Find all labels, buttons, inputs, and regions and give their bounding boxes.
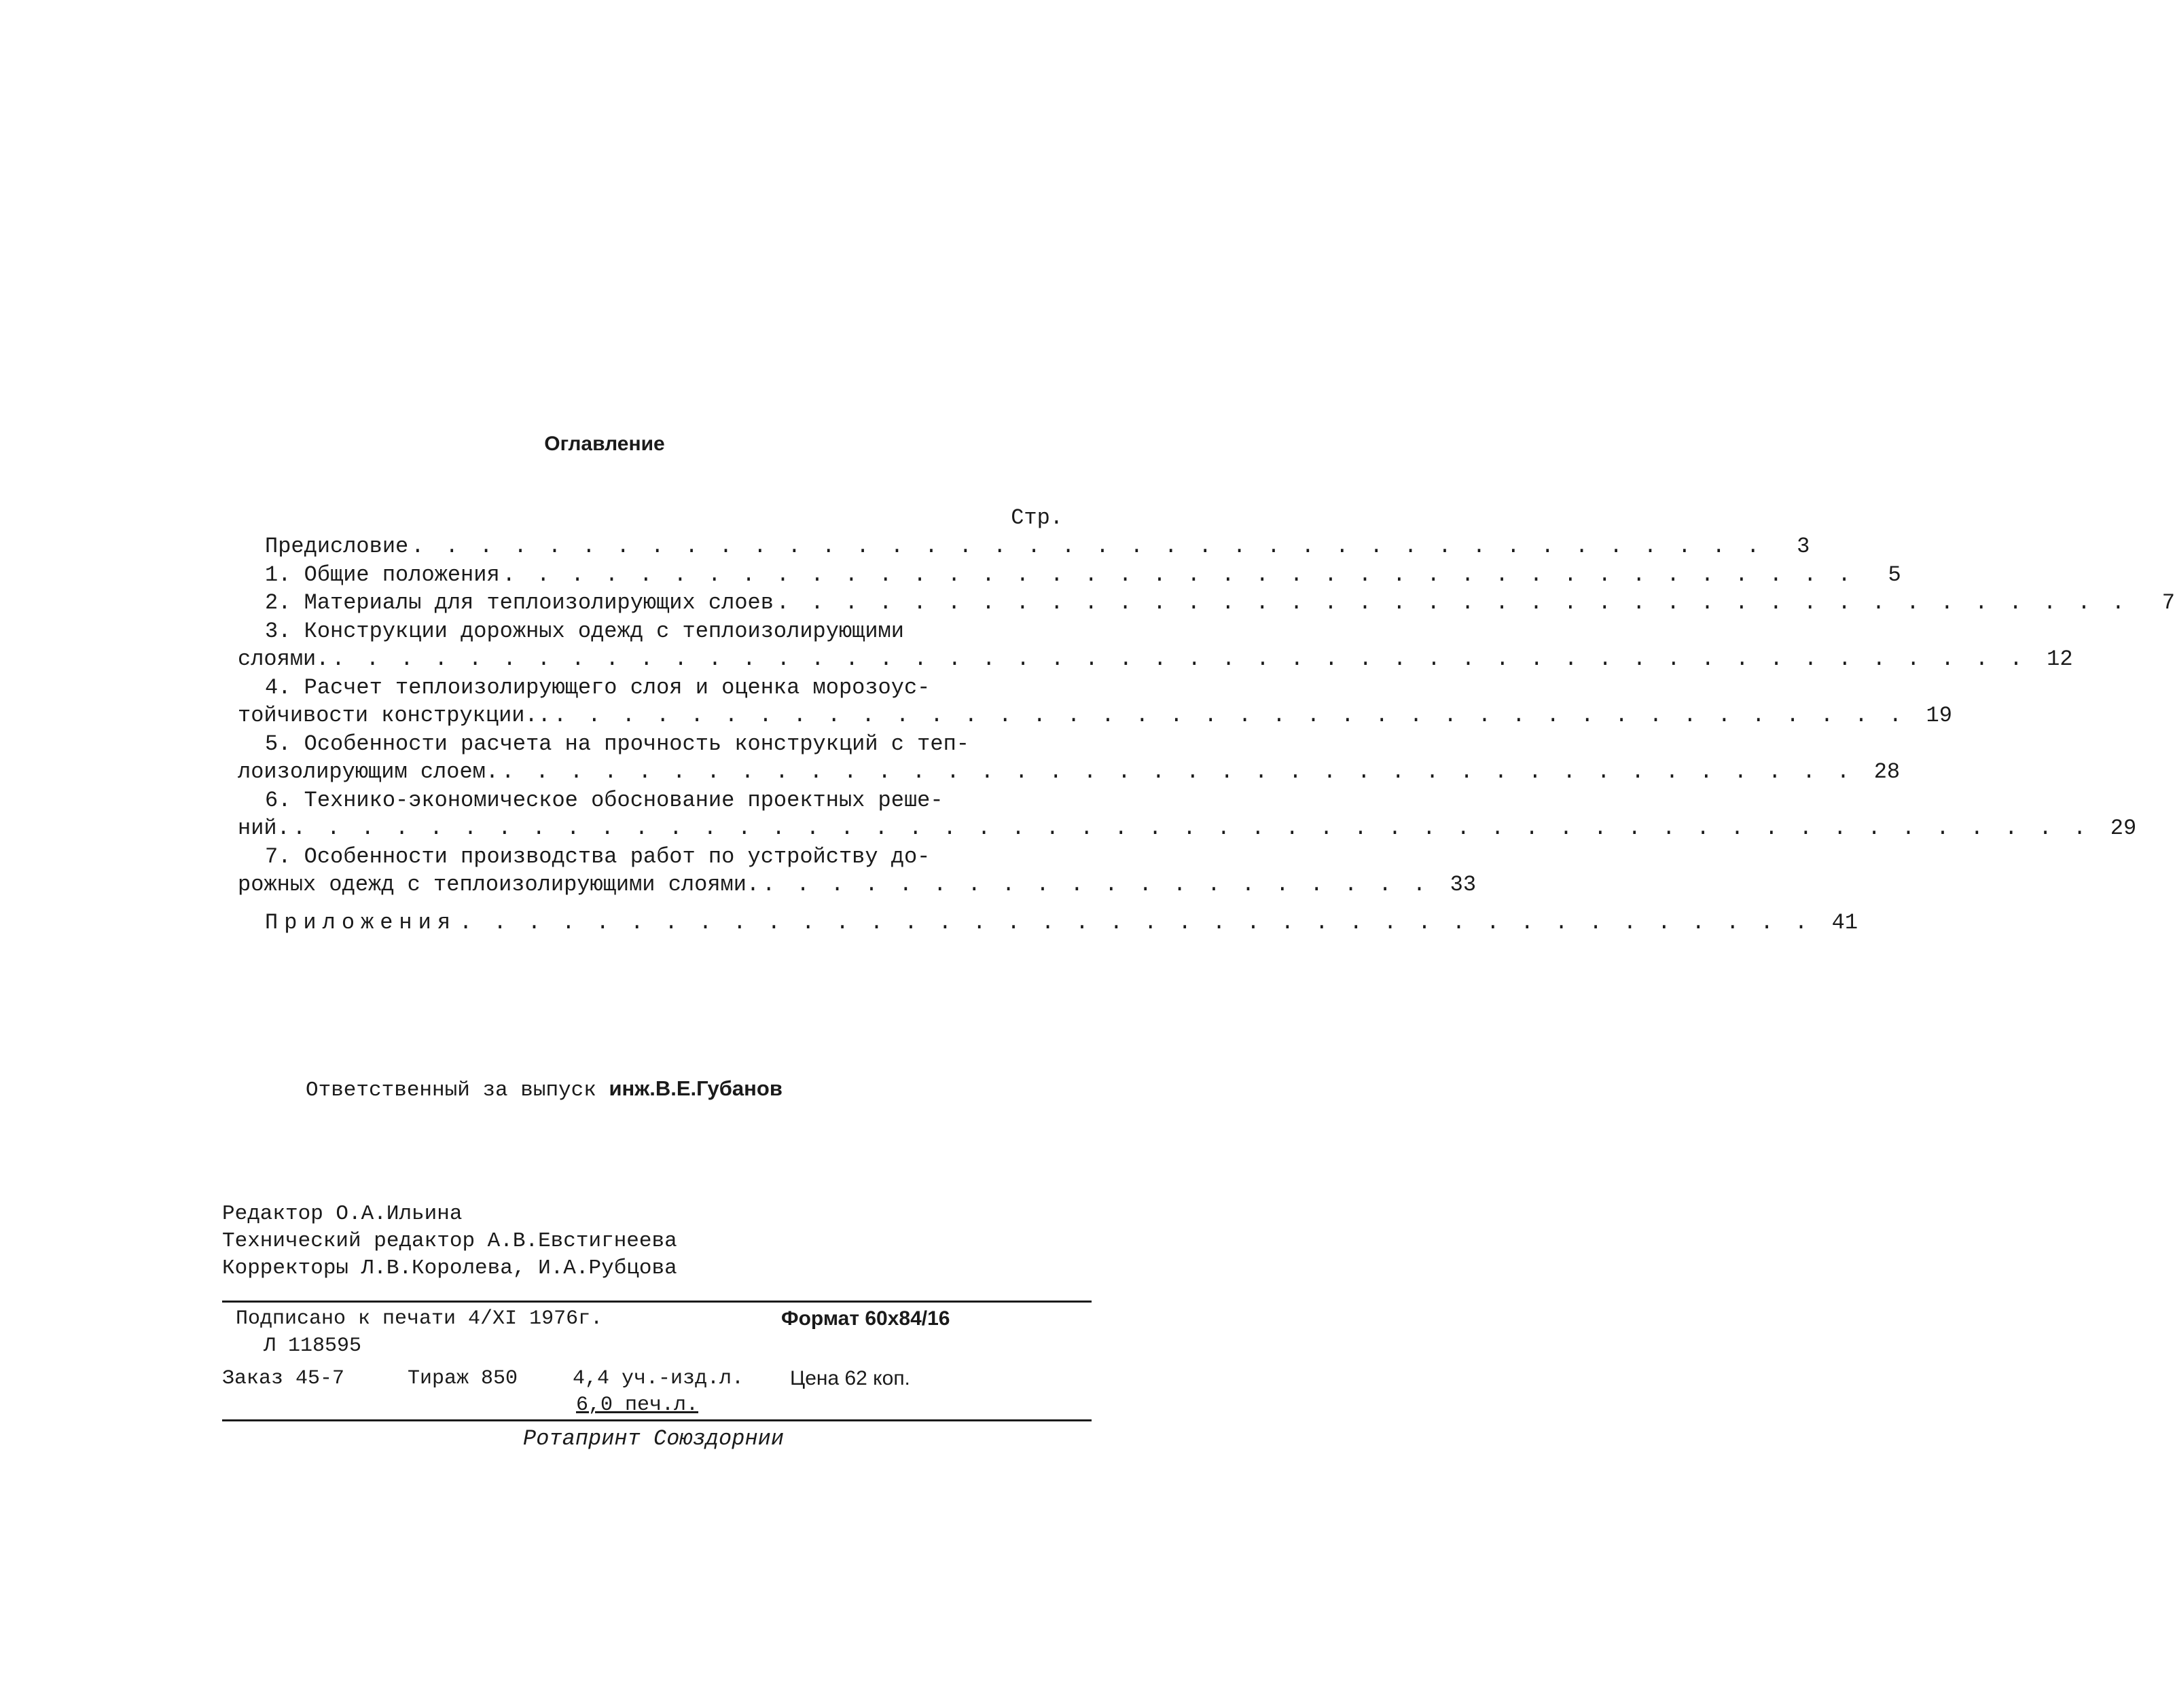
toc-entry: [238, 589, 2175, 617]
toc-entry-label: 2. Материалы для теплоизолирующих слоев: [265, 590, 774, 615]
divider-bottom: [222, 1419, 1092, 1421]
toc-entry-page: 5: [1888, 562, 1901, 587]
leader-dots: . . . . . . . . . . . . . . . . . . . . . . . . . . . . . . . . . . . . . . . .: [411, 534, 1764, 559]
toc-entry-page: 41: [1831, 909, 1858, 935]
leader-dots: . . . . . . . . . . . . . . . . . . . . . . . . . . . . . . . . . . . . . . . .: [459, 909, 1812, 935]
responsible-prefix: Ответственный за выпуск: [306, 1078, 609, 1102]
toc-entry: [238, 617, 2073, 674]
toc-entry: [238, 532, 1810, 561]
leader-dots: . . . . . . . . . . . . . . . . . . . . . . . . . . . . . . . . . . . . . . . .: [776, 590, 2129, 615]
toc-entry-label-line: 4. Расчет теплоизолирующего слоя и оценка морозоус-: [265, 674, 931, 700]
toc-entry-page: 33: [1450, 872, 1477, 897]
toc-entry-page: 29: [2110, 816, 2137, 841]
toc-entry-label-line: 7. Особенности производства работ по устройству до-: [265, 843, 931, 869]
leader-dots: . . . . . . . . . . . . . . . . . . . . . . . . . . . . . . . . . . . . . . . . . . . . . . . . . .: [331, 647, 2027, 672]
toc-entry: [238, 674, 1952, 730]
toc-title: Оглавление: [544, 433, 665, 455]
leader-dots: . . . . . . . . . . . . . . . . . . . . . . . . . . . . . . . . . . . . . . . .: [501, 759, 1854, 784]
signed-to-print: Подписано к печати 4/XI 1976г.: [236, 1307, 603, 1330]
page-column-header: Стр.: [1011, 505, 1063, 530]
price: Цена 62 коп.: [790, 1367, 910, 1389]
imprint-credits: [222, 1201, 677, 1282]
proofreaders: Корректоры Л.В.Королева, И.А.Рубцова: [222, 1256, 677, 1280]
toc-entry: [238, 730, 1901, 786]
toc-entry-label: лоизолирующим слоем.: [238, 759, 499, 784]
accounting-sheets: 4,4 уч.-изд.л.: [573, 1367, 744, 1390]
toc-entry-label: рожных одежд с теплоизолирующими слоями.: [238, 872, 760, 897]
toc-entry-page: 12: [2047, 647, 2073, 672]
paper-format: Формат 60х84/16: [781, 1307, 950, 1330]
leader-dots: . . . . . . . . . . . . . . . . . . . . . . . . . . . . . . . . . . . . . . . .: [553, 703, 1906, 728]
responsible-name: инж.В.Е.Губанов: [609, 1076, 783, 1100]
toc-entry-appendix: [238, 909, 1858, 937]
toc-entry-label-line: 3. Конструкции дорожных одежд с теплоизолирующими: [265, 618, 904, 644]
table-of-contents: [238, 504, 2175, 937]
toc-entry-label: 1. Общие положения: [265, 562, 500, 587]
tech-editor: Технический редактор А.В.Евстигнеева: [222, 1229, 677, 1253]
toc-entry-label: слоями.: [238, 647, 329, 672]
leader-dots: . . . . . . . . . . . . . . . . . . . . . . . . . . . . . . . . . . . . . . . .: [502, 562, 1855, 587]
toc-entry-label-line: 5. Особенности расчета на прочность конструкций с теп-: [265, 731, 969, 757]
print-run: Тираж 850: [408, 1367, 518, 1390]
editor: Редактор О.А.Ильина: [222, 1202, 463, 1226]
toc-entry: [238, 561, 1901, 589]
toc-entry-label-line: 6. Технико-экономическое обоснование проектных реше-: [265, 787, 943, 813]
leader-dots: . . . . . . . . . . . . . . . . . . . . . . . . . . . . . . . . . . . . . . . . . . . . . . . . . . . . .: [292, 816, 2091, 841]
printshop: Ротапринт Союздорнии: [523, 1426, 785, 1451]
toc-entry-page: 28: [1873, 759, 1901, 784]
leader-dots: . . . . . . . . . . . . . . . . . . . .: [762, 872, 1431, 897]
toc-entry-label: тойчивости конструкции..: [238, 703, 551, 728]
responsible-line: [306, 1076, 783, 1102]
toc-entry-page: 7: [2161, 590, 2175, 615]
toc-entry-label: Приложения: [265, 909, 457, 935]
divider-top: [222, 1301, 1092, 1303]
toc-entry: [238, 843, 1477, 899]
toc-entry: [238, 786, 2137, 843]
toc-entry-label: ний.: [238, 816, 290, 841]
print-sheets: 6,0 печ.л.: [576, 1394, 699, 1417]
toc-entry-page: 19: [1926, 703, 1952, 728]
toc-entry-page: 3: [1797, 534, 1810, 559]
order-number: Заказ 45-7: [222, 1367, 345, 1390]
license-number: Л 118595: [264, 1334, 362, 1358]
toc-entry-label: Предисловие: [265, 534, 409, 559]
